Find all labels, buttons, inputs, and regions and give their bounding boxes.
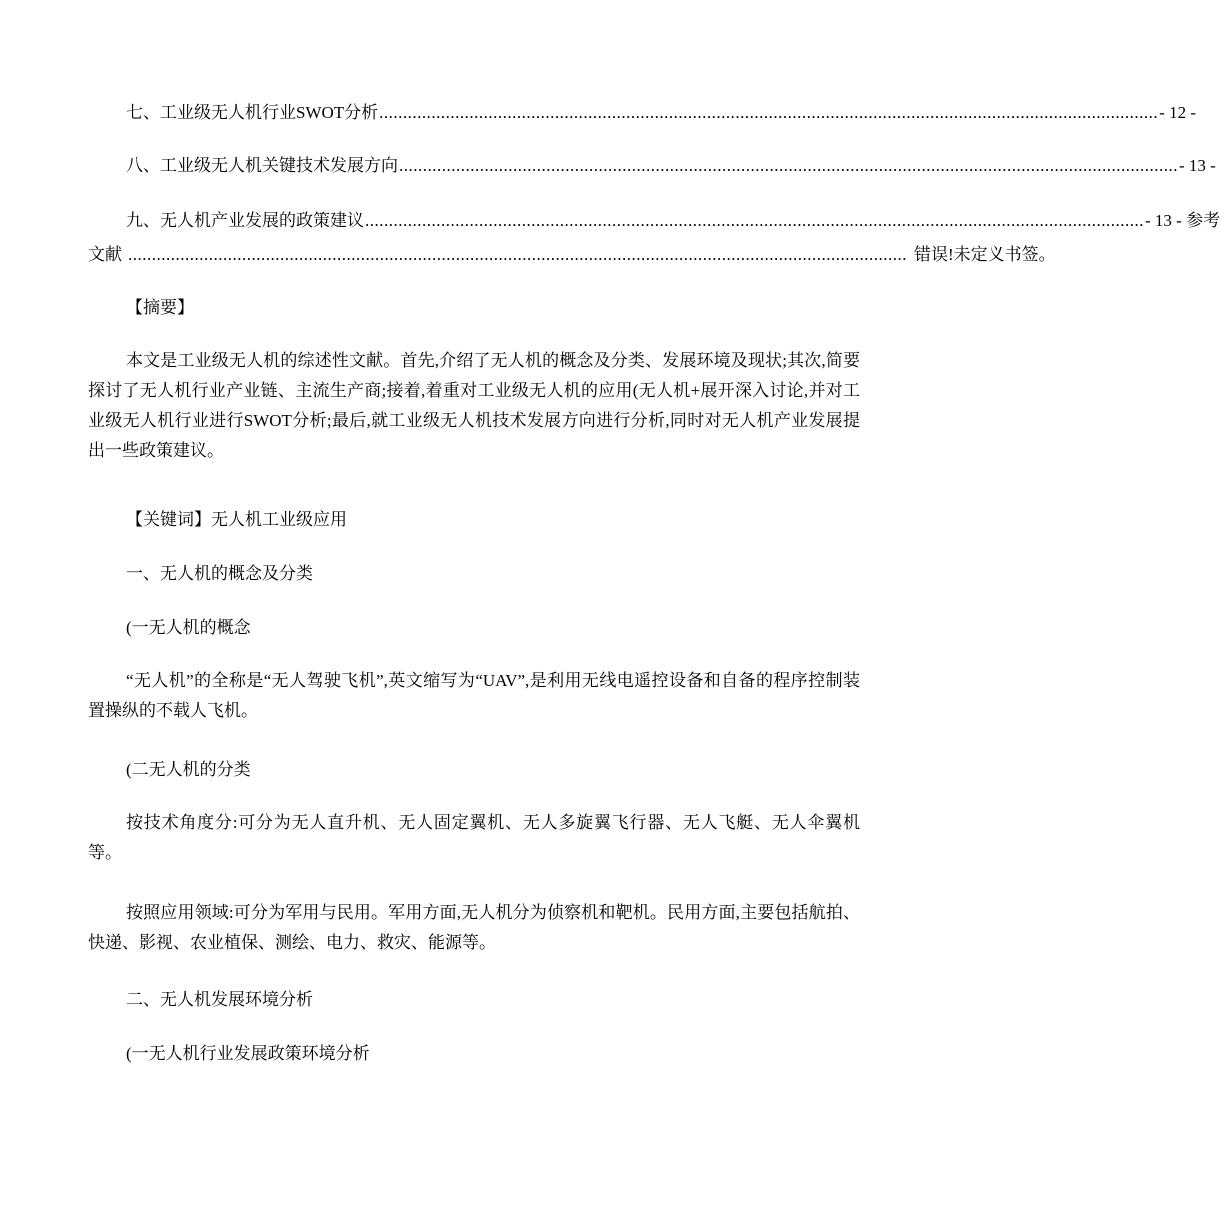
toc-entry-9[interactable] (88, 206, 1220, 236)
toc-leader-dots: .................................................................................................................................................................... (399, 156, 1178, 175)
section-1-2-heading: (二无人机的分类 (126, 760, 251, 779)
toc-entry-7[interactable] (88, 98, 1196, 128)
section-2-heading: 二、无人机发展环境分析 (126, 990, 313, 1009)
classification-by-application-paragraph: 按照应用领域:可分为军用与民用。军用方面,无人机分为侦察机和靶机。民用方面,主要包括航拍、快递、影视、农业植保、测绘、电力、救灾、能源等。 (88, 903, 860, 952)
toc-title: 七、工业级无人机行业SWOT分析 (126, 103, 379, 122)
toc-page-number: 错误!未定义书签。 (914, 245, 1056, 264)
uav-definition-paragraph: “无人机”的全称是“无人驾驶飞机”,英文缩写为“UAV”,是利用无线电遥控设备和自备的程序控制装置操纵的不载人飞机。 (88, 671, 860, 720)
abstract-paragraph: 本文是工业级无人机的综述性文献。首先,介绍了无人机的概念及分类、发展环境及现状;其次,简要探讨了无人机行业产业链、主流生产商;接着,着重对工业级无人机的应用(无人机+展开深入讨论,并对工业级无人机行业进行SWOT分析;最后,就工业级无人机技术发展方向进行分析,同时对无人机产业发展提出一些政策建议。 (88, 351, 860, 460)
toc-title: 九、无人机产业发展的政策建议 (126, 211, 364, 230)
toc-page-number: - 12 - (1159, 103, 1196, 122)
toc-leader-dots: .................................................................................................................................................................... (379, 103, 1159, 122)
section-1-heading: 一、无人机的概念及分类 (126, 564, 313, 583)
toc-entry-references[interactable] (88, 240, 1056, 270)
keywords-line: 【关键词】无人机工业级应用 (126, 510, 347, 529)
toc-title: 文献 (88, 245, 122, 264)
toc-entry-8[interactable] (88, 151, 1216, 181)
toc-leader-dots: .................................................................................................................................................................... (365, 211, 1144, 230)
toc-page-number: - 13 - (1179, 156, 1216, 175)
classification-by-technology-paragraph: 按技术角度分:可分为无人直升机、无人固定翼机、无人多旋翼飞行器、无人飞艇、无人伞翼机等。 (88, 813, 860, 862)
section-1-1-heading: (一无人机的概念 (126, 618, 251, 637)
section-2-1-heading: (一无人机行业发展政策环境分析 (126, 1044, 370, 1063)
toc-leader-dots: .................................................................................................................................................................... (128, 245, 907, 264)
toc-page-number: - 13 - 参考 (1145, 211, 1220, 230)
toc-title: 八、工业级无人机关键技术发展方向 (126, 156, 398, 175)
abstract-heading: 【摘要】 (126, 298, 194, 317)
